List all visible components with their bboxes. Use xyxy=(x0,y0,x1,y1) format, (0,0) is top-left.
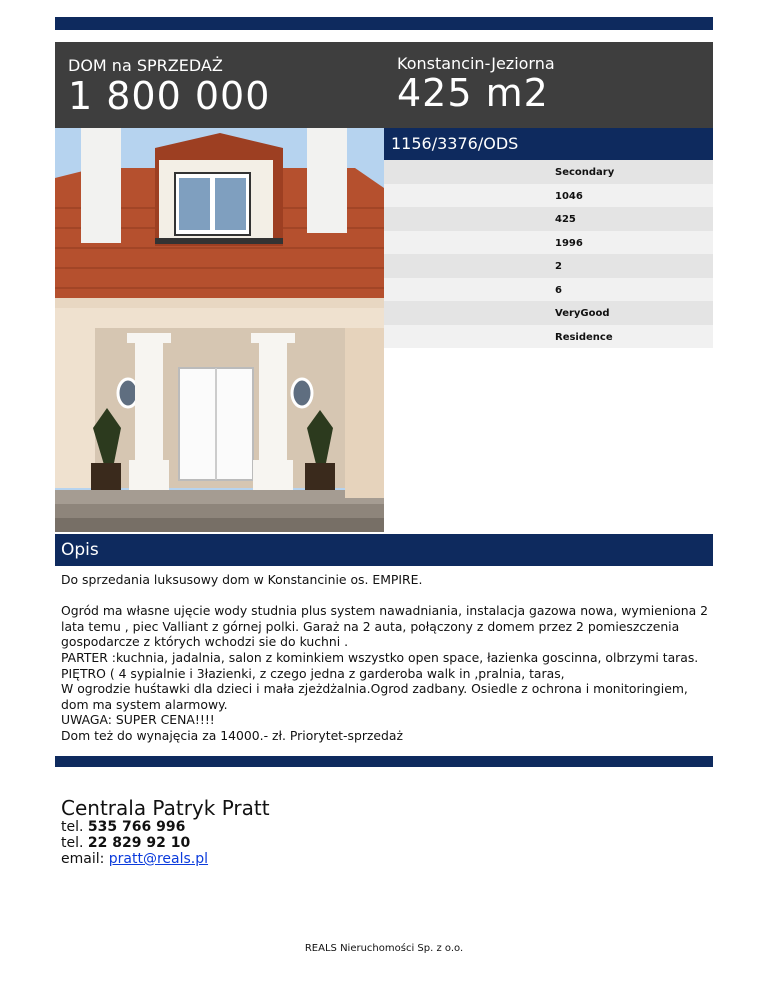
area: 425 m2 xyxy=(397,71,549,115)
phone-line-2 xyxy=(61,835,190,851)
property-row xyxy=(384,301,713,325)
property-value: 1996 xyxy=(555,237,583,249)
property-row xyxy=(384,278,713,302)
property-value: 425 xyxy=(555,214,576,225)
footer-company: REALS Nieruchomości Sp. z o.o. xyxy=(304,943,464,954)
top-accent-bar xyxy=(55,17,713,30)
email-label: email: xyxy=(61,851,105,867)
tel-label: tel. xyxy=(61,819,84,835)
property-row xyxy=(384,184,713,208)
phone-line-1 xyxy=(61,819,185,835)
property-value: VeryGood xyxy=(555,308,610,319)
email-link[interactable]: pratt@reals.pl xyxy=(108,851,209,867)
email-line xyxy=(61,851,208,867)
house-photo xyxy=(55,128,384,532)
property-value: 1046 xyxy=(555,190,583,202)
description-heading: Opis xyxy=(61,540,99,560)
property-value: 6 xyxy=(555,284,562,296)
phone-number-1[interactable]: 535 766 996 xyxy=(87,819,186,835)
location: Konstancin-Jeziorna xyxy=(397,54,555,73)
properties-list xyxy=(384,160,713,348)
property-type: DOM na SPRZEDAŻ xyxy=(68,56,223,75)
agent-name: Centrala Patryk Pratt xyxy=(61,796,270,820)
property-value: Residence xyxy=(555,331,613,343)
property-row xyxy=(384,325,713,349)
listing-header xyxy=(55,42,713,128)
property-row xyxy=(384,231,713,255)
listing-reference: 1156/3376/ODS xyxy=(391,134,519,153)
bottom-accent-bar xyxy=(55,756,713,767)
phone-number-2[interactable]: 22 829 92 10 xyxy=(87,835,191,851)
property-value: Secondary xyxy=(555,167,615,178)
description-text: Do sprzedania luksusowy dom w Konstancinie os. EMPIRE. Ogród ma własne ujęcie wody studnia plus system nawadniania, instalacja gazowa nowa, wymieniona 2 lata temu , piec Valliant z górnej polki. Garaż na 2 auta, połączony z domem przez 2 pomieszczenia gospodarcze z których wchodzi sie do kuchni . PARTER :kuchnia, jadalnia, salon z kominkiem wszystko open space, łazienka goscinna, olbrzymi taras. PIĘTRO ( 4 sypialnie i 3łazienki, z czego jedna z garderoba walk in ,pralnia, taras, W ogrodzie huśtawki dla dzieci i mała zjeżdżalnia.Ogrod zadbany. Osiedle z ochrona i monitoringiem, dom ma system alarmowy. UWAGA: SUPER CENA!!!! Dom też do wynajęcia za 14000.- zł. Priorytet-sprzedaż xyxy=(61,572,708,743)
description-header xyxy=(55,534,713,566)
property-row xyxy=(384,254,713,278)
price: 1 800 000 xyxy=(68,74,271,118)
property-row xyxy=(384,207,713,231)
property-value: 2 xyxy=(555,261,562,272)
property-row xyxy=(384,160,713,184)
reference-bar xyxy=(384,128,713,160)
tel-label: tel. xyxy=(61,835,84,851)
